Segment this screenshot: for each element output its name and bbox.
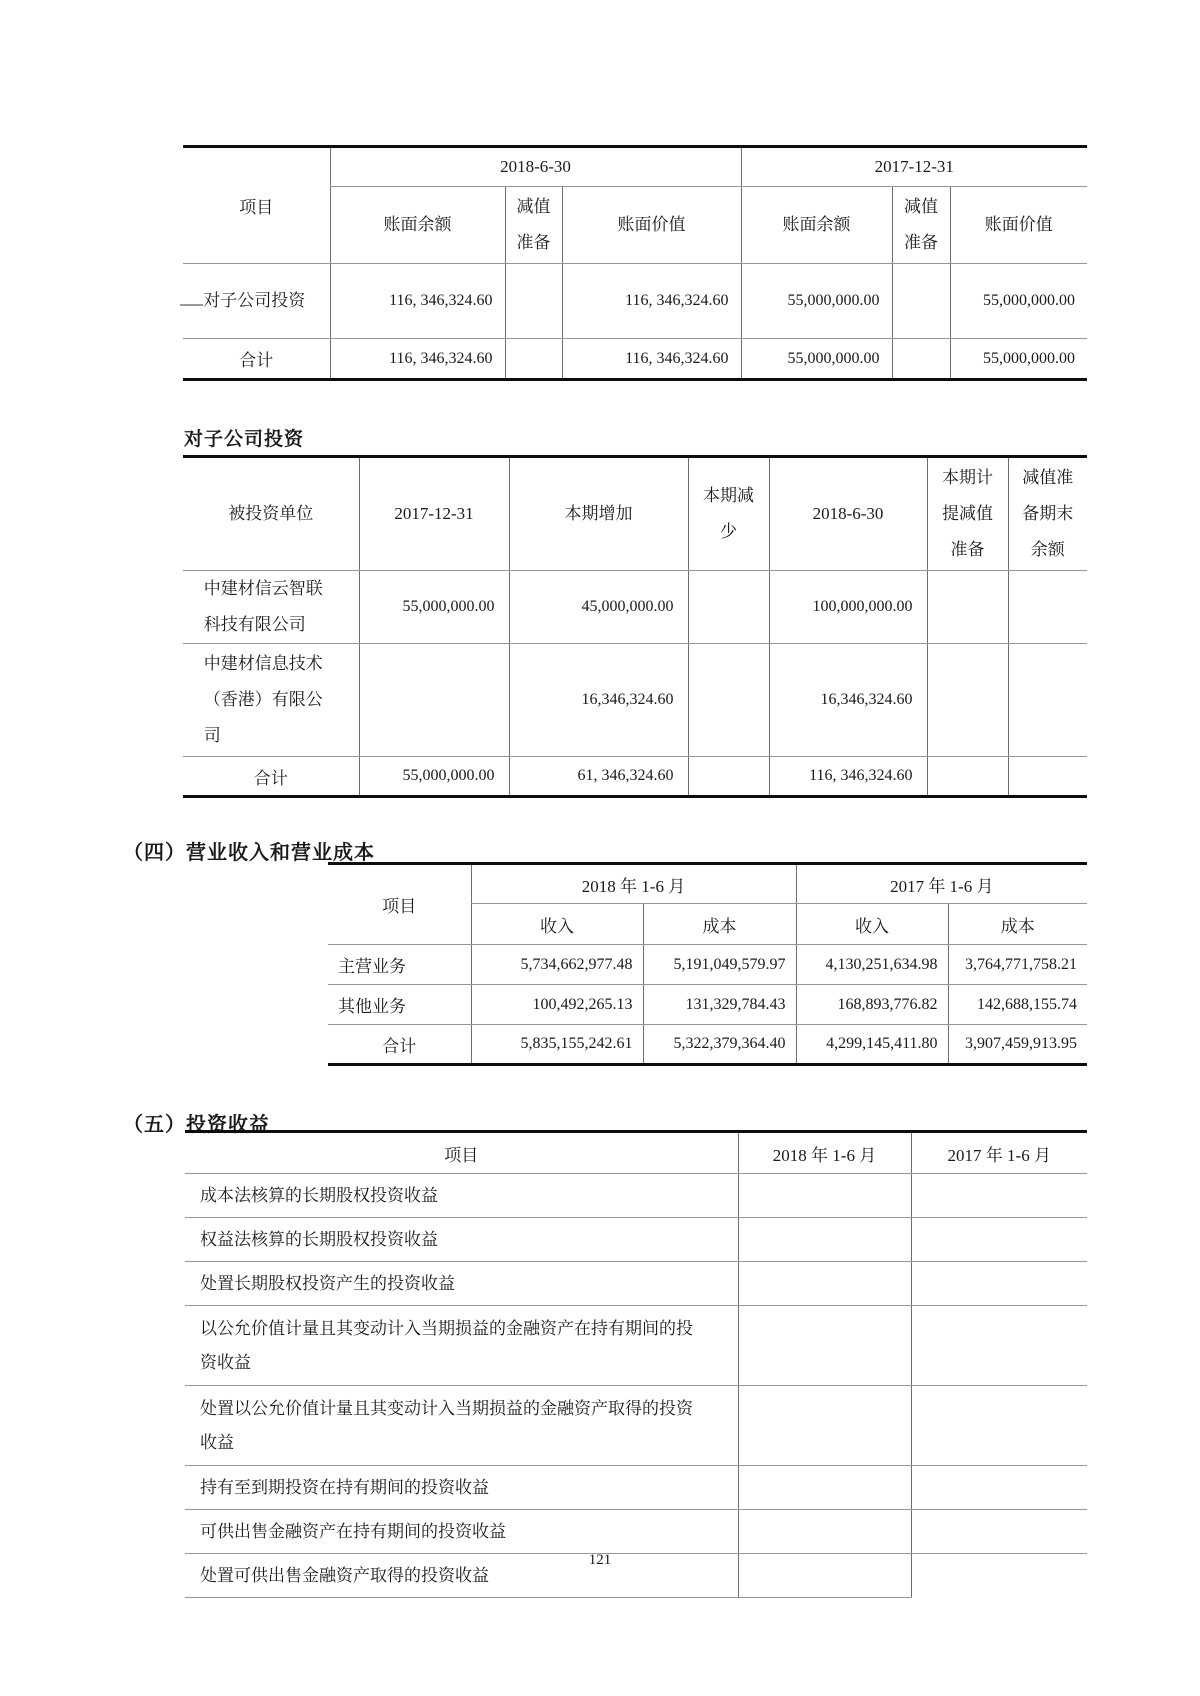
table4-col-header-2018: 2018 年 1-6 月	[738, 1132, 911, 1174]
cell-value	[738, 1218, 911, 1262]
table-row	[185, 1306, 1087, 1386]
row-label: 持有至到期投资在持有期间的投资收益	[185, 1466, 738, 1510]
row-label: 对子公司投资	[183, 264, 330, 339]
cell-value: 4,299,145,411.80	[796, 1025, 948, 1065]
cell-value: 5,835,155,242.61	[471, 1025, 643, 1065]
cell-value	[927, 571, 1008, 644]
row-label: 权益法核算的长期股权投资收益	[185, 1218, 738, 1262]
table1-header-row-periods	[183, 147, 1087, 187]
cell-value: 55,000,000.00	[950, 264, 1087, 339]
cell-value	[927, 757, 1008, 797]
cell-value: 4,130,251,634.98	[796, 945, 948, 985]
table-row	[328, 985, 1087, 1025]
cell-value	[911, 1306, 1087, 1386]
row-label: 以公允价值计量且其变动计入当期损益的金融资产在持有期间的投资收益	[185, 1306, 738, 1386]
cell-value: 3,907,459,913.95	[948, 1025, 1087, 1065]
row-label: 成本法核算的长期股权投资收益	[185, 1174, 738, 1218]
cell-value	[1008, 571, 1087, 644]
row-label: 处置以公允价值计量且其变动计入当期损益的金融资产取得的投资收益	[185, 1386, 738, 1466]
table2-col-header-impairment-provision: 本期计提减值准备	[927, 457, 1008, 571]
table-row	[183, 571, 1087, 644]
cell-value	[911, 1386, 1087, 1466]
table3-col-header-revenue-2018: 收入	[471, 904, 643, 945]
row-label: 合计	[253, 768, 288, 788]
table-row	[328, 945, 1087, 985]
cell-value: 16,346,324.60	[509, 644, 688, 757]
cell-value	[911, 1174, 1087, 1218]
cell-value: 100,492,265.13	[471, 985, 643, 1025]
table-row	[185, 1466, 1087, 1510]
table-row	[185, 1510, 1087, 1554]
cell-value	[1008, 757, 1087, 797]
row-label: 合计	[239, 351, 274, 370]
table3-col-header-cost-2017: 成本	[948, 904, 1087, 945]
table1-col-header-item: 项目	[183, 147, 330, 264]
cell-value	[911, 1218, 1087, 1262]
subsidiary-investment-summary-table	[183, 145, 1087, 381]
cell-value: 5,191,049,579.97	[643, 945, 796, 985]
row-label: 中建材信云智联科技有限公司	[183, 571, 359, 644]
revenue-cost-table	[328, 862, 1087, 1066]
cell-value	[688, 757, 769, 797]
table2-col-header-closing: 2018-6-30	[769, 457, 927, 571]
cell-value: 116, 346,324.60	[769, 757, 927, 797]
subsidiary-investment-detail-table	[183, 455, 1087, 798]
table2-col-header-investee: 被投资单位	[183, 457, 359, 571]
table1-col-header-impairment-2018: 减值准备	[505, 187, 562, 264]
cell-value	[359, 644, 509, 757]
row-label: 合计	[382, 1036, 417, 1056]
table1-col-header-2017: 2017-12-31	[741, 147, 1087, 187]
page-number: 121	[588, 1552, 612, 1568]
table1-col-header-book-balance-2017: 账面余额	[741, 187, 892, 264]
table4-col-header-2017: 2017 年 1-6 月	[911, 1132, 1087, 1174]
row-label: 可供出售金融资产在持有期间的投资收益	[185, 1510, 738, 1554]
cell-value: 116, 346,324.60	[562, 264, 741, 339]
cell-value	[738, 1262, 911, 1306]
table-row	[185, 1218, 1087, 1262]
row-label: 主营业务	[328, 945, 471, 985]
scan-artifact-dash	[180, 304, 203, 306]
cell-value: 5,734,662,977.48	[471, 945, 643, 985]
cell-value: 61, 346,324.60	[509, 757, 688, 797]
cell-value: 3,764,771,758.21	[948, 945, 1087, 985]
table1-col-header-book-value-2017: 账面价值	[950, 187, 1087, 264]
cell-value	[738, 1174, 911, 1218]
cell-value	[688, 571, 769, 644]
cell-value	[738, 1386, 911, 1466]
table3-col-header-2017: 2017 年 1-6 月	[796, 864, 1087, 904]
cell-value: 142,688,155.74	[948, 985, 1087, 1025]
table3-col-header-2018: 2018 年 1-6 月	[471, 864, 796, 904]
cell-value	[738, 1466, 911, 1510]
cell-value: 55,000,000.00	[359, 757, 509, 797]
table-row	[185, 1262, 1087, 1306]
table2-col-header-decrease: 本期减少	[688, 457, 769, 571]
cell-value: 168,893,776.82	[796, 985, 948, 1025]
table2-header-row	[183, 457, 1087, 571]
table4-header-row	[185, 1132, 1087, 1174]
cell-value: 16,346,324.60	[769, 644, 927, 757]
cell-value	[738, 1510, 911, 1554]
cell-value: 55,000,000.00	[359, 571, 509, 644]
cell-value: 55,000,000.00	[950, 339, 1087, 380]
table3-col-header-cost-2018: 成本	[643, 904, 796, 945]
table3-col-header-revenue-2017: 收入	[796, 904, 948, 945]
cell-value	[505, 339, 562, 380]
table3-col-header-item: 项目	[328, 864, 471, 945]
cell-value: 116, 346,324.60	[330, 339, 505, 380]
subsection-title: 对子公司投资	[184, 429, 305, 450]
table-total-row	[183, 339, 1087, 380]
cell-value	[738, 1306, 911, 1386]
cell-value: 100,000,000.00	[769, 571, 927, 644]
table1-col-header-impairment-2017: 减值准备	[892, 187, 950, 264]
table4-col-header-item: 项目	[185, 1132, 738, 1174]
cell-value	[505, 264, 562, 339]
cell-value	[1008, 644, 1087, 757]
investment-income-table	[185, 1130, 1087, 1598]
table-total-row	[328, 1025, 1087, 1065]
row-label: 处置长期股权投资产生的投资收益	[185, 1262, 738, 1306]
cell-value	[688, 644, 769, 757]
cell-value	[911, 1510, 1087, 1554]
table2-col-header-increase: 本期增加	[509, 457, 688, 571]
table-row	[183, 264, 1087, 339]
row-label: 处置可供出售金融资产取得的投资收益	[185, 1554, 738, 1598]
table1-col-header-book-balance-2018: 账面余额	[330, 187, 505, 264]
row-label: 中建材信息技术（香港）有限公司	[183, 644, 359, 757]
cell-value: 55,000,000.00	[741, 339, 892, 380]
cell-value: 116, 346,324.60	[562, 339, 741, 380]
row-label: 其他业务	[328, 985, 471, 1025]
section4-title: （四）营业收入和营业成本	[123, 842, 375, 864]
table1-col-header-2018: 2018-6-30	[330, 147, 741, 187]
table-row	[185, 1174, 1087, 1218]
table-row	[183, 644, 1087, 757]
cell-value	[911, 1466, 1087, 1510]
cell-value: 45,000,000.00	[509, 571, 688, 644]
table3-header-row-periods	[328, 864, 1087, 904]
table2-col-header-impairment-balance: 减值准备期末余额	[1008, 457, 1087, 571]
table-row	[185, 1386, 1087, 1466]
cell-value	[927, 644, 1008, 757]
table2-col-header-opening: 2017-12-31	[359, 457, 509, 571]
cell-value	[911, 1262, 1087, 1306]
cell-value	[892, 339, 950, 380]
cell-value	[892, 264, 950, 339]
cell-value: 116, 346,324.60	[330, 264, 505, 339]
cell-value: 131,329,784.43	[643, 985, 796, 1025]
cell-value: 5,322,379,364.40	[643, 1025, 796, 1065]
table1-col-header-book-value-2018: 账面价值	[562, 187, 741, 264]
cell-value: 55,000,000.00	[741, 264, 892, 339]
table-total-row	[183, 757, 1087, 797]
section5-title: （五）投资收益	[123, 1114, 270, 1136]
